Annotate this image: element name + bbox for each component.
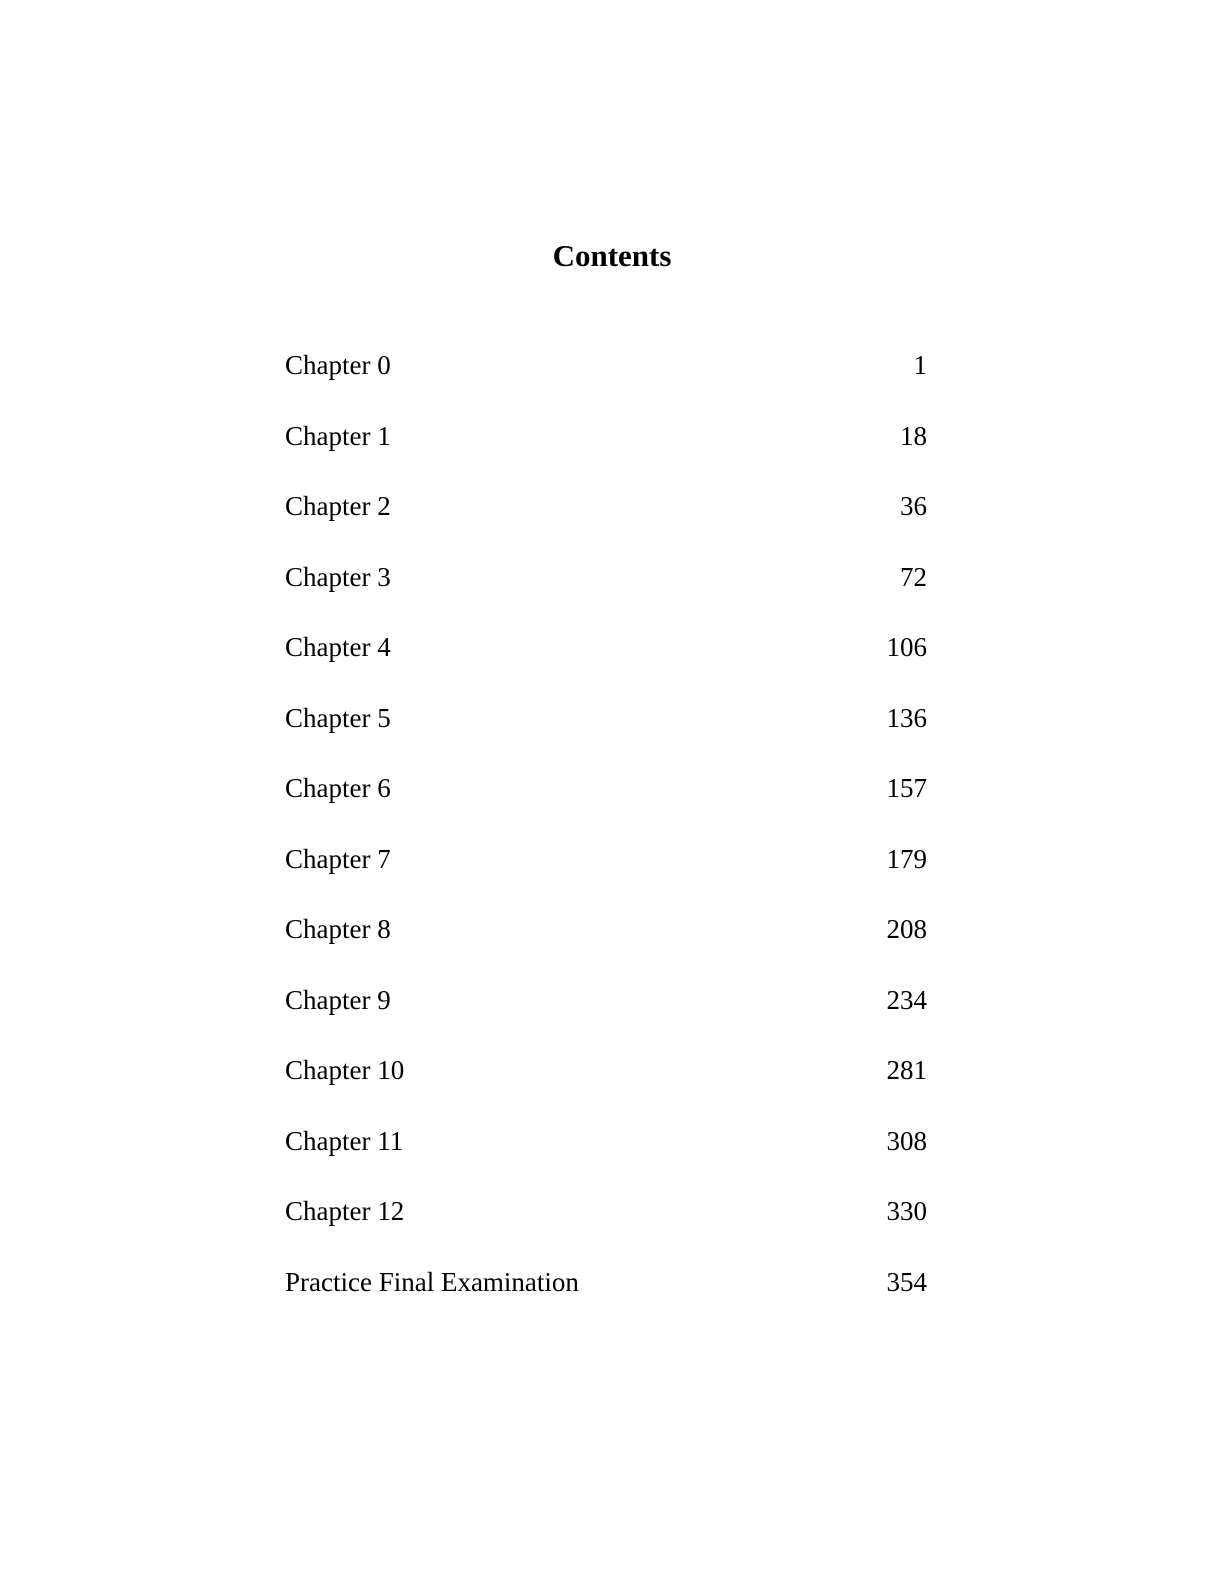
toc-entry-page: 157 [886, 773, 927, 803]
toc-entry[interactable] [285, 1050, 927, 1121]
toc-entry[interactable] [285, 1191, 927, 1262]
toc-entry[interactable] [285, 768, 927, 839]
toc-entry-label: Chapter 9 [285, 984, 391, 1015]
toc-entry-page: 1 [913, 350, 927, 380]
toc-entry[interactable] [285, 1262, 927, 1333]
page-title: Contents [552, 238, 672, 273]
toc-entry-label: Chapter 0 [285, 350, 391, 380]
toc-entry-page: 234 [886, 984, 927, 1015]
toc-entry[interactable] [285, 980, 927, 1051]
toc-entry[interactable] [285, 627, 927, 698]
toc-entry[interactable] [285, 698, 927, 769]
toc-entry-page: 281 [886, 1055, 927, 1085]
toc-entry-label: Chapter 11 [285, 1125, 404, 1156]
toc-entry-label: Chapter 2 [285, 491, 391, 521]
toc-entry-label: Chapter 1 [285, 420, 391, 451]
toc-entry-label: Chapter 7 [285, 843, 391, 874]
toc-entry-label: Practice Final Examination [285, 1266, 579, 1297]
toc-entry[interactable] [285, 416, 927, 487]
toc-entry-label: Chapter 5 [285, 702, 391, 733]
toc-entry[interactable] [285, 486, 927, 557]
toc-entry-label: Chapter 8 [285, 914, 391, 944]
toc-entry[interactable] [285, 557, 927, 628]
toc-entry-page: 18 [900, 420, 927, 451]
toc-entry[interactable] [285, 1121, 927, 1192]
toc-entry-page: 72 [900, 561, 927, 592]
toc-entry-page: 308 [886, 1125, 927, 1156]
toc-entry-label: Chapter 4 [285, 632, 391, 662]
table-of-contents [285, 345, 927, 1332]
toc-entry-page: 36 [900, 491, 927, 521]
toc-entry[interactable] [285, 909, 927, 980]
toc-entry-label: Chapter 12 [285, 1196, 405, 1226]
toc-entry-label: Chapter 10 [285, 1055, 405, 1085]
toc-entry-page: 136 [886, 702, 927, 733]
toc-entry-page: 208 [886, 914, 927, 944]
toc-entry-page: 106 [886, 632, 927, 662]
toc-entry-page: 354 [886, 1266, 927, 1297]
toc-entry-label: Chapter 6 [285, 773, 391, 803]
toc-entry[interactable] [285, 345, 927, 416]
toc-entry-page: 330 [886, 1196, 927, 1226]
toc-entry[interactable] [285, 839, 927, 910]
toc-entry-label: Chapter 3 [285, 561, 391, 592]
toc-entry-page: 179 [886, 843, 927, 874]
